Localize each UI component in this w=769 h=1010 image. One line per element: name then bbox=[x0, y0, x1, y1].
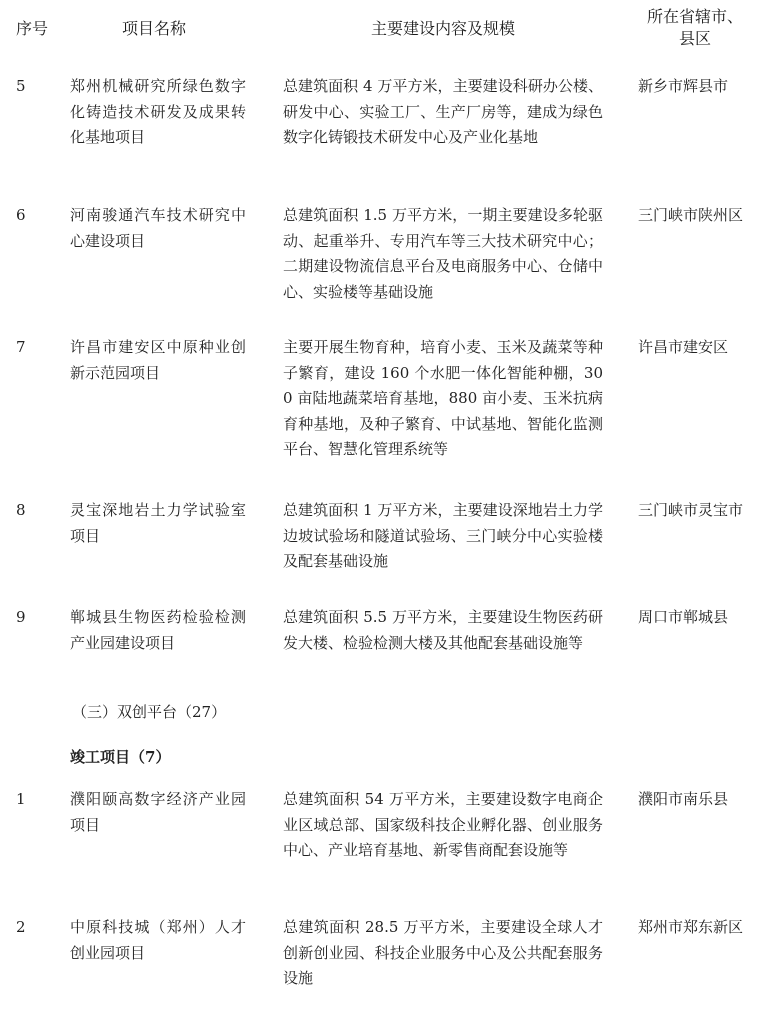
row-description: 总建筑面积 54 万平方米，主要建设数字电商企业区域总部、国家级科技企业孵化器、创业服务中心、产业培育基地、新零售商配套设施等 bbox=[283, 790, 603, 859]
row-number: 2 bbox=[16, 918, 26, 936]
row-number: 8 bbox=[16, 501, 26, 519]
row-project-name: 中原科技城（郑州）人才创业园项目 bbox=[70, 918, 246, 962]
row-description: 总建筑面积 28.5 万平方米，主要建设全球人才创新创业园、科技企业服务中心及公共配套服务设施 bbox=[283, 918, 603, 987]
row-description: 总建筑面积 5.5 万平方米，主要建设生物医药研发大楼、检验检测大楼及其他配套基础设施等 bbox=[283, 608, 603, 652]
row-location: 周口市郸城县 bbox=[638, 608, 729, 626]
row-description: 总建筑面积 4 万平方米，主要建设科研办公楼、研发中心、实验工厂、生产厂房等，建成为绿色数字化铸锻技术研发中心及产业化基地 bbox=[283, 77, 603, 146]
row-project-name: 郑州机械研究所绿色数字化铸造技术研发及成果转化基地项目 bbox=[70, 77, 246, 146]
header-content-scale: 主要建设内容及规模 bbox=[371, 19, 516, 38]
header-serial-number: 序号 bbox=[16, 19, 49, 38]
row-number: 5 bbox=[16, 77, 26, 95]
header-location-line1: 所在省辖市、 bbox=[646, 7, 743, 26]
row-description: 主要开展生物育种，培育小麦、玉米及蔬菜等种子繁育，建设 160 个水肥一体化智能种棚，300 亩陆地蔬菜培育基地，880 亩小麦、玉米抗病育种基地，及种子繁育、中试基地、智能化监测平台、智慧化管理系统等 bbox=[283, 338, 603, 458]
row-location: 新乡市辉县市 bbox=[638, 77, 729, 95]
row-number: 7 bbox=[16, 338, 26, 356]
row-project-name: 濮阳颐高数字经济产业园项目 bbox=[70, 790, 246, 834]
header-project-name: 项目名称 bbox=[122, 19, 187, 38]
row-project-name: 郸城县生物医药检验检测产业园建设项目 bbox=[70, 608, 246, 652]
section-subtitle: （三）双创平台（27） bbox=[72, 703, 227, 721]
row-location: 三门峡市陕州区 bbox=[638, 206, 744, 224]
row-location: 濮阳市南乐县 bbox=[638, 790, 729, 808]
row-location: 郑州市郑东新区 bbox=[638, 918, 744, 936]
row-project-name: 许昌市建安区中原种业创新示范园项目 bbox=[70, 338, 246, 382]
row-description: 总建筑面积 1 万平方米，主要建设深地岩土力学边坡试验场和隧道试验场、三门峡分中心实验楼及配套基础设施 bbox=[283, 501, 603, 570]
row-project-name: 灵宝深地岩土力学试验室项目 bbox=[70, 501, 246, 545]
row-number: 6 bbox=[16, 206, 26, 224]
group-heading: 竣工项目（7） bbox=[70, 748, 171, 766]
header-location bbox=[636, 6, 754, 50]
row-number: 9 bbox=[16, 608, 26, 626]
row-project-name: 河南骏通汽车技术研究中心建设项目 bbox=[70, 206, 246, 250]
header-location-line2: 县区 bbox=[678, 29, 711, 48]
row-location: 三门峡市灵宝市 bbox=[638, 501, 744, 519]
row-number: 1 bbox=[16, 790, 26, 808]
row-description: 总建筑面积 1.5 万平方米，一期主要建设多轮驱动、起重举升、专用汽车等三大技术研究中心；二期建设物流信息平台及电商服务中心、仓储中心、实验楼等基础设施 bbox=[283, 206, 603, 301]
row-location: 许昌市建安区 bbox=[638, 338, 729, 356]
